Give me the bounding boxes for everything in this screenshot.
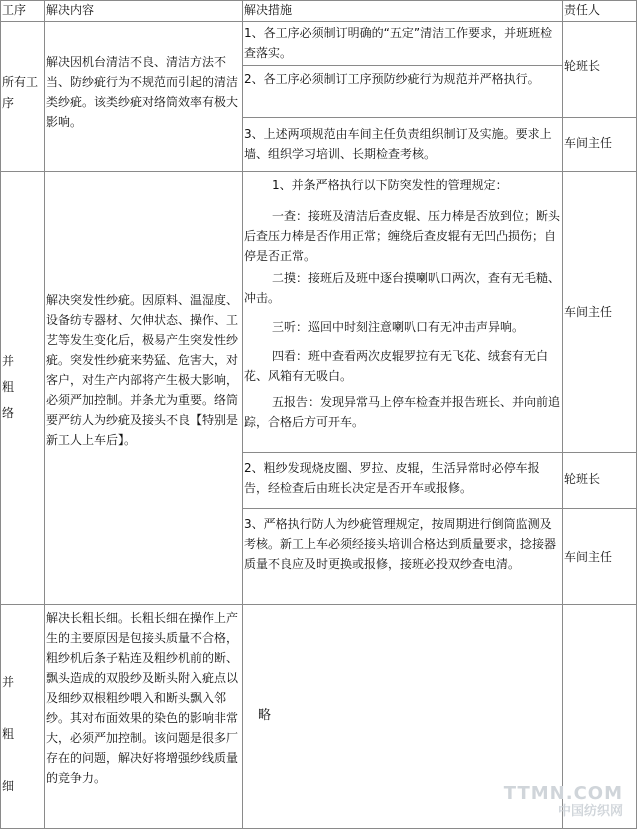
grid-line <box>0 604 637 605</box>
measure-2-1-title: 1、并条严格执行以下防突发性的管理规定： <box>272 178 508 192</box>
content-cleaning-defects: 解决因机台清洁不良、清洁方法不当、防纱疵行为不规范而引起的清洁类纱疵。该类纱疵对络筒效率有极大影响。 <box>46 55 239 129</box>
grid-line <box>242 508 637 509</box>
measure-2-1-touch: 二摸：接班后及班中逐台摸喇叭口两次，查有无毛糙、冲击。 <box>244 271 561 305</box>
responsible-workshop-director: 车间主任 <box>564 136 613 150</box>
process-all: 所有工序 <box>2 75 39 110</box>
measure-2-1-listen: 三听：巡回中时刻注意喇叭口有无冲击声异响。 <box>272 320 525 334</box>
grid-line <box>242 0 243 829</box>
content-long-thick-thin: 解决长粗长细。长粗长细在操作上产生的主要原因是包接头质量不合格，粗纱机后条子粘连及粗纱机前的断、飘头造成的双股纱及断头附入疵点以及细纱双根粗纱喂入和断头飘入邻纱。其对布面效果的染色的影响非常大，必须严加控制。该问题是很多厂存在的问题，解决好将增强纱线质量的竞争力。 <box>46 611 239 785</box>
grid-line <box>0 21 637 22</box>
responsible-shift-leader: 轮班长 <box>564 472 601 486</box>
measure-2-1-report: 五报告：发现异常马上停车检查并报告班长、并向前追踪，合格后方可开车。 <box>244 395 561 429</box>
measure-2-1-look: 四看：班中查看两次皮辊罗拉有无飞花、绒套有无白花、风箱有无吸白。 <box>244 349 549 383</box>
header-responsible: 责任人 <box>564 3 601 17</box>
header-measures: 解决措施 <box>244 3 293 17</box>
measure-2-2: 2、粗纱发现烧皮圈、罗拉、皮辊，生活异常时必停车报告，经检查后由班长决定是否开车或报修。 <box>244 461 540 495</box>
measure-omitted: 略 <box>258 708 272 723</box>
process-drawing-roving-winding: 并粗络 <box>2 354 15 420</box>
measure-1-1: 1、各工序必须制订明确的“五定”清洁工作要求，并班班检查落实。 <box>244 26 553 60</box>
watermark-text: TTMN.COM <box>503 783 623 804</box>
grid-line <box>0 171 637 172</box>
header-process: 工序 <box>2 3 27 17</box>
responsible-shift-leader: 轮班长 <box>564 59 601 73</box>
watermark-logo <box>504 785 623 821</box>
measure-2-3: 3、严格执行防人为纱疵管理规定，按周期进行倒筒监测及考核。新工上车必须经接头培训合格达到质量要求，捻接器质量不良应及时更换或报修，接班必投双纱查电清。 <box>244 517 557 571</box>
grid-line <box>0 0 1 829</box>
process-drawing-roving-spinning: 并粗细 <box>2 675 15 793</box>
grid-line <box>242 65 562 66</box>
responsible-workshop-director: 车间主任 <box>564 550 613 564</box>
grid-line <box>562 0 563 829</box>
measure-1-3: 3、上述两项规范由车间主任负责组织制订及实施。要求上墙、组织学习培训、长期检查考核。 <box>244 127 552 161</box>
grid-line <box>242 452 637 453</box>
responsible-workshop-director: 车间主任 <box>564 305 613 319</box>
watermark-subtext: 中国纺织网 <box>557 804 623 819</box>
measure-1-2: 2、各工序必须制订工序预防纱疵行为规范并严格执行。 <box>244 72 540 86</box>
grid-line <box>44 0 45 829</box>
measure-2-1-check: 一查：接班及清洁后查皮辊、压力棒是否放到位；断头后查压力棒是否作用正常；缠绕后查皮辊有无凹凸损伤；自停是否正常。 <box>244 209 561 263</box>
grid-line <box>242 117 637 118</box>
header-content: 解决内容 <box>46 3 95 17</box>
content-sudden-defects: 解决突发性纱疵。因原料、温湿度、设备纺专器材、欠伸状态、操作、工艺等发生变化后，极易产生突发性纱疵。突发性纱疵来势猛、危害大，对客户，对生产内部将产生极大影响，必须严加控制。并条尤为重要。络筒要严纺人为纱疵及接头不良【特别是新工人上车后】。 <box>46 293 239 447</box>
